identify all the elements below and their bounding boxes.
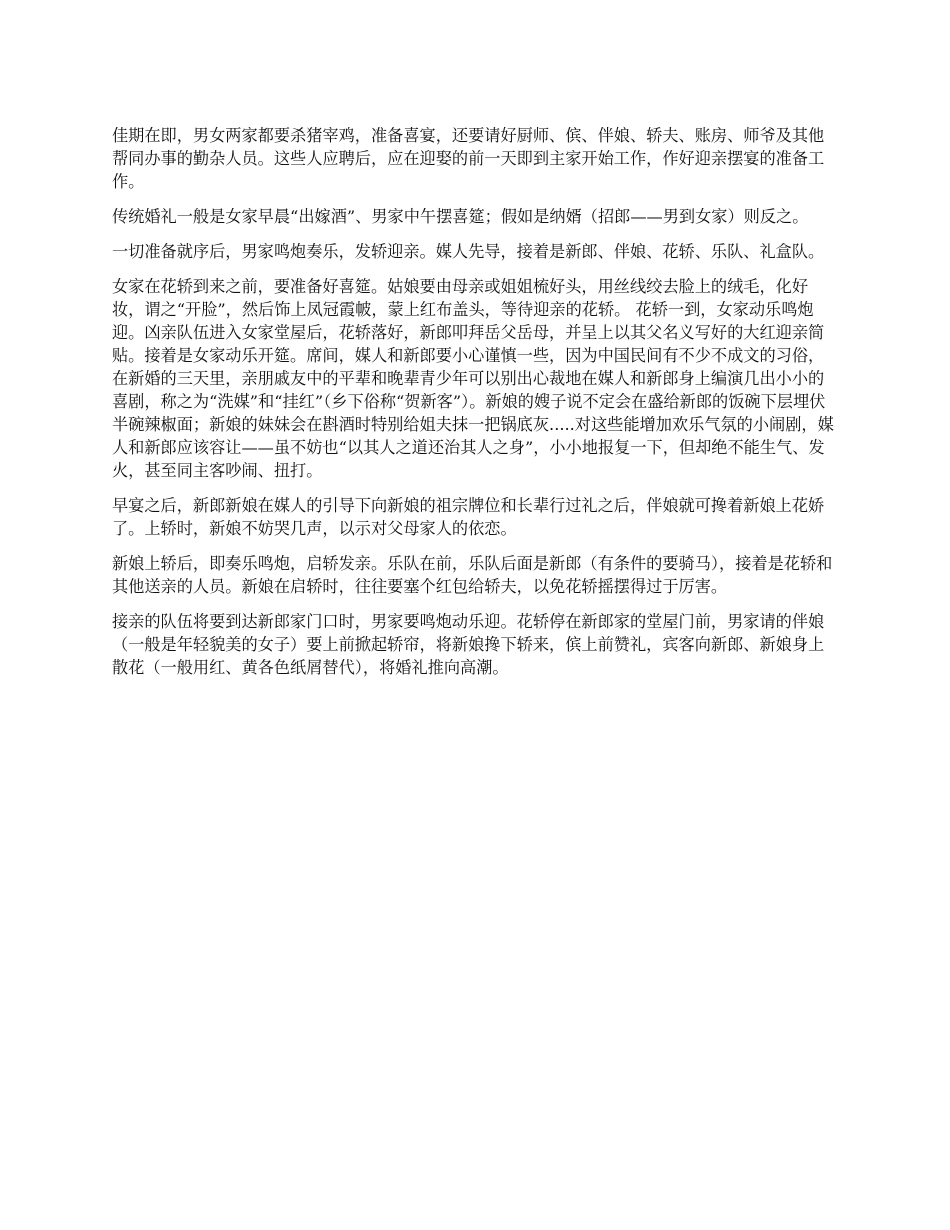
paragraph-arrival: 接亲的队伍将要到达新郎家门口时，男家要鸣炮动乐迎。花轿停在新郎家的堂屋门前，男家请的伴娘（一般是年轻貌美的女子）要上前掀起轿帘，将新娘搀下轿来，傧上前赞礼，宾客向新郎、新娘身上散花（一般用红、黄各色纸屑替代），将婚礼推向高潮。	[112, 612, 825, 677]
paragraph-procession: 一切准备就序后，男家鸣炮奏乐，发轿迎亲。媒人先导，接着是新郎、伴娘、花轿、乐队、礼盒队。	[112, 242, 825, 261]
paragraph-departure: 新娘上轿后，即奏乐鸣炮，启轿发亲。乐队在前，乐队后面是新郎（有条件的要骑马），接着是花轿和其他送亲的人员。新娘在启轿时，往往要塞个红包给轿夫，以免花轿摇摆得过于厉害。	[112, 554, 833, 596]
paragraph-preparations: 佳期在即，男女两家都要杀猪宰鸡，准备喜宴，还要请好厨师、傧、伴娘、轿夫、账房、师爷及其他帮同办事的勤杂人员。这些人应聘后，应在迎娶的前一天即到主家开始工作，作好迎亲摆宴的准备工作。	[112, 126, 825, 191]
paragraph-boarding-sedan: 早宴之后，新郎新娘在媒人的引导下向新娘的祖宗牌位和长辈行过礼之后，伴娘就可搀着新娘上花娇了。上轿时，新娘不妨哭几声，以示对父母家人的依恋。	[112, 496, 825, 538]
paragraph-bride-home: 女家在花轿到来之前，要准备好喜筵。姑娘要由母亲或姐姐梳好头，用丝线绞去脸上的绒毛，化好妆，谓之“开脸”，然后饰上凤冠霞帔，蒙上红布盖头，等待迎亲的花轿。 花轿一到，女家动乐鸣炮迎。凶亲队伍进入女家堂屋后，花轿落好，新郎叩拜岳父岳母，并呈上以其父名义写好的大红迎亲简贴。接着是女家动乐开筵。席间，媒人和新郎要小心谨慎一些，因为中国民间有不少不成文的习俗，在新婚的三天里，亲朋戚友中的平辈和晚辈青少年可以别出心裁地在媒人和新郎身上编演几出小小的喜剧，称之为“洗媒”和“挂红”（乡下俗称“贺新客”）。新娘的嫂子说不定会在盛给新郎的饭碗下层埋伏半碗辣椒面；新娘的妹妹会在斟酒时特别给姐夫抹一把锅底灰.....对这些能增加欢乐气氛的小闹剧，媒人和新郎应该容让——虽不妨也“以其人之道还治其人之身”，小小地报复一下，但却绝不能生气、发火，甚至同主客吵闹、扭打。	[112, 277, 834, 480]
paragraph-wedding-banquet: 传统婚礼一般是女家早晨“出嫁酒”、男家中午摆喜筵；假如是纳婿（招郎——男到女家）则反之。	[112, 207, 809, 226]
document-body	[112, 124, 840, 691]
